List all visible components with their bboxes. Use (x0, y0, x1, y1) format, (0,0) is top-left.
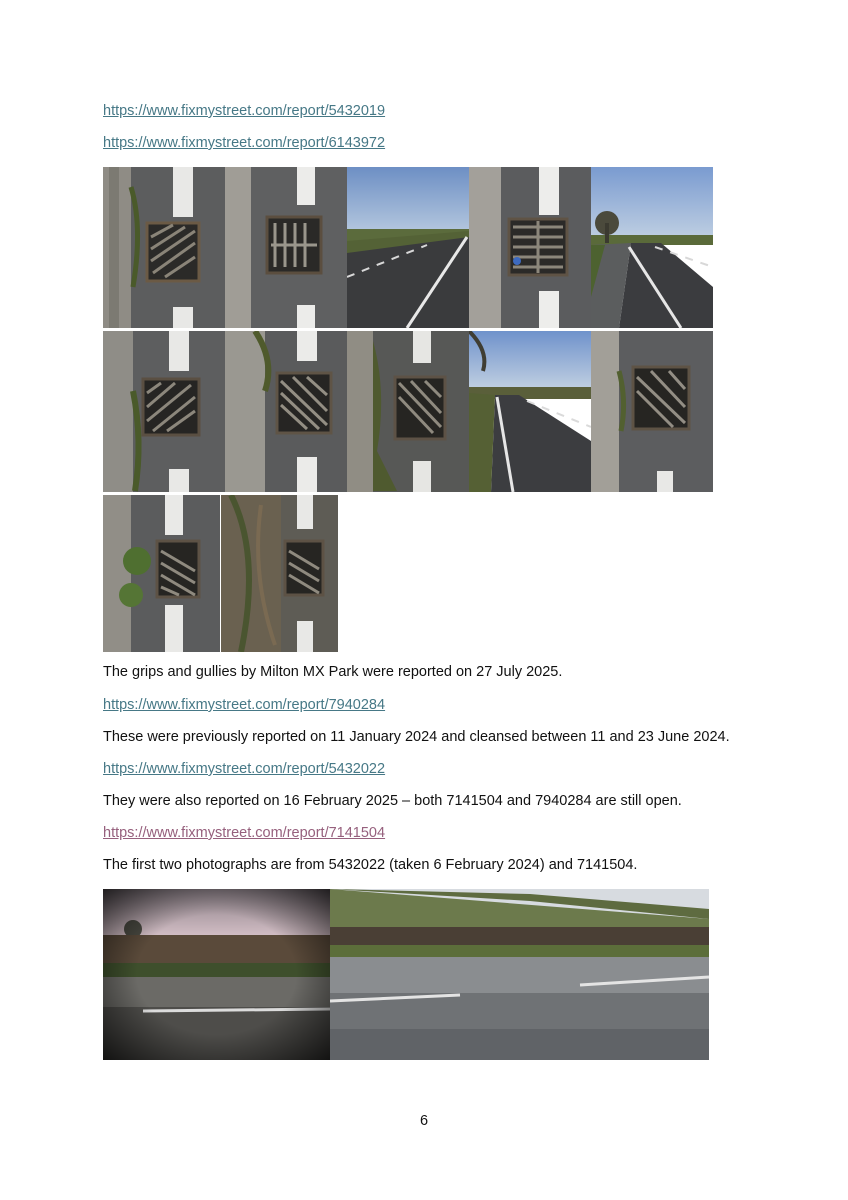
drain-grate-photo (347, 331, 469, 492)
drain-grate-photo (103, 495, 220, 652)
drain-grate-photo (225, 331, 347, 492)
road-view-photo (591, 167, 713, 328)
report-link-6143972[interactable]: https://www.fixmystreet.com/report/6143972 (103, 135, 386, 151)
paragraph-also-reported: They were also reported on 16 February 2025 – both 7141504 and 7940284 are still open. (103, 793, 682, 809)
page-number: 6 (419, 1113, 429, 1129)
flooded-road-day-photo (330, 889, 709, 1060)
paragraph-previously-reported: These were previously reported on 11 January 2024 and cleansed between 11 and 23 June 2024. (103, 729, 730, 745)
paragraph-reported-july: The grips and gullies by Milton MX Park were reported on 27 July 2025. (103, 664, 563, 680)
report-link-7940284[interactable]: https://www.fixmystreet.com/report/7940284 (103, 697, 386, 713)
report-link-7141504[interactable]: https://www.fixmystreet.com/report/7141504 (103, 825, 386, 841)
drain-grate-photo (225, 167, 347, 328)
drain-grate-photo (591, 331, 713, 492)
report-link-5432022[interactable]: https://www.fixmystreet.com/report/5432022 (103, 761, 386, 777)
drain-grate-photo (469, 167, 591, 328)
report-link-5432019[interactable]: https://www.fixmystreet.com/report/5432019 (103, 103, 386, 119)
flooded-road-dusk-photo (103, 889, 330, 1060)
drain-grate-photo (103, 167, 225, 328)
paragraph-first-two-photos: The first two photographs are from 5432022 (taken 6 February 2024) and 7141504. (103, 857, 638, 873)
drain-grate-photo (221, 495, 338, 652)
road-view-photo (469, 331, 591, 492)
road-view-photo (347, 167, 469, 328)
drain-grate-photo (103, 331, 225, 492)
